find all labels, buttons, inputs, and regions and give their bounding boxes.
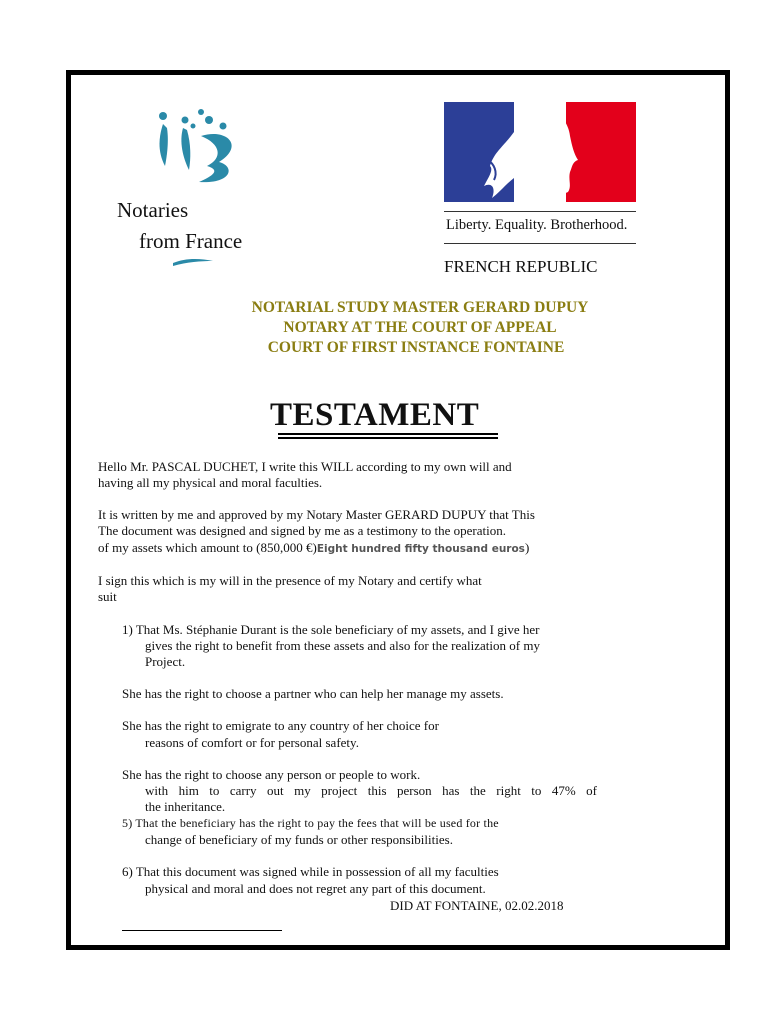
document-title: TESTAMENT [270, 397, 480, 433]
paragraph-approval-line2: The document was designed and signed by me as a testimony to the operation. [98, 523, 506, 538]
item1-line1: 1) That Ms. Stéphanie Durant is the sole beneficiary of my assets, and I give her [122, 622, 540, 637]
paragraph-greeting-line2: having all my physical and moral faculties. [98, 475, 323, 490]
notaries-logo [117, 106, 285, 266]
marianne-icon [444, 102, 636, 202]
paragraph-sign-line1: I sign this which is my will in the presence of my Notary and certify what [98, 573, 482, 588]
motto-top-rule [444, 211, 636, 212]
motto-bottom-rule [444, 243, 636, 244]
paragraph-sign-line2: suit [98, 589, 117, 604]
header-line1: NOTARIAL STUDY MASTER GERARD DUPUY [251, 299, 589, 316]
amount-suffix: ) [524, 540, 530, 555]
item5-line2: change of beneficiary of my funds or other responsibilities. [145, 832, 453, 847]
right2-line1: She has the right to emigrate to any country of her choice for [122, 718, 439, 733]
amount-words: Eight hundred fifty thousand euros [316, 543, 525, 555]
right3-line2: with him to carry out my project this person has the right to 47% of [145, 783, 597, 798]
item1-line2: gives the right to benefit from these assets and also for the realization of my [145, 638, 540, 653]
marianne-flag-emblem [444, 102, 636, 202]
item5-line1: 5) That the beneficiary has the right to pay the fees that will be used for the [122, 816, 499, 830]
header-line3: COURT OF FIRST INSTANCE FONTAINE [267, 339, 565, 356]
right1-line1: She has the right to choose a partner who can help her manage my assets. [122, 686, 504, 701]
republic-text: FRENCH REPUBLIC [444, 257, 598, 276]
paragraph-approval-line1: It is written by me and approved by my Notary Master GERARD DUPUY that This [98, 507, 535, 522]
header-line2: NOTARY AT THE COURT OF APPEAL [283, 319, 557, 336]
item6-line2: physical and moral and does not regret any part of this document. [145, 881, 486, 896]
item1-line3: Project. [145, 654, 186, 669]
logo-text-line2: from France [139, 229, 243, 253]
motto-text: Liberty. Equality. Brotherhood. [446, 217, 628, 233]
right2-line2: reasons of comfort or for personal safety. [145, 735, 359, 750]
title-underline-1 [278, 433, 498, 435]
paragraph-approval-line3 [98, 540, 529, 557]
paragraph-greeting-line1: Hello Mr. PASCAL DUCHET, I write this WILL according to my own will and [98, 459, 512, 474]
logo-swoosh-icon [173, 258, 213, 266]
right3-line3: the inheritance. [145, 799, 226, 814]
item6-line1: 6) That this document was signed while in possession of all my faculties [122, 864, 499, 879]
right3-line1: She has the right to choose any person or people to work. [122, 767, 421, 782]
signature-line [122, 930, 282, 931]
amount-prefix: of my assets which amount to (850,000 €) [98, 540, 317, 555]
title-underline-2 [278, 437, 498, 439]
notaries-emblem-icon [149, 106, 259, 186]
logo-text-line1: Notaries [117, 198, 189, 222]
signed-place-date: DID AT FONTAINE, 02.02.2018 [390, 898, 564, 913]
